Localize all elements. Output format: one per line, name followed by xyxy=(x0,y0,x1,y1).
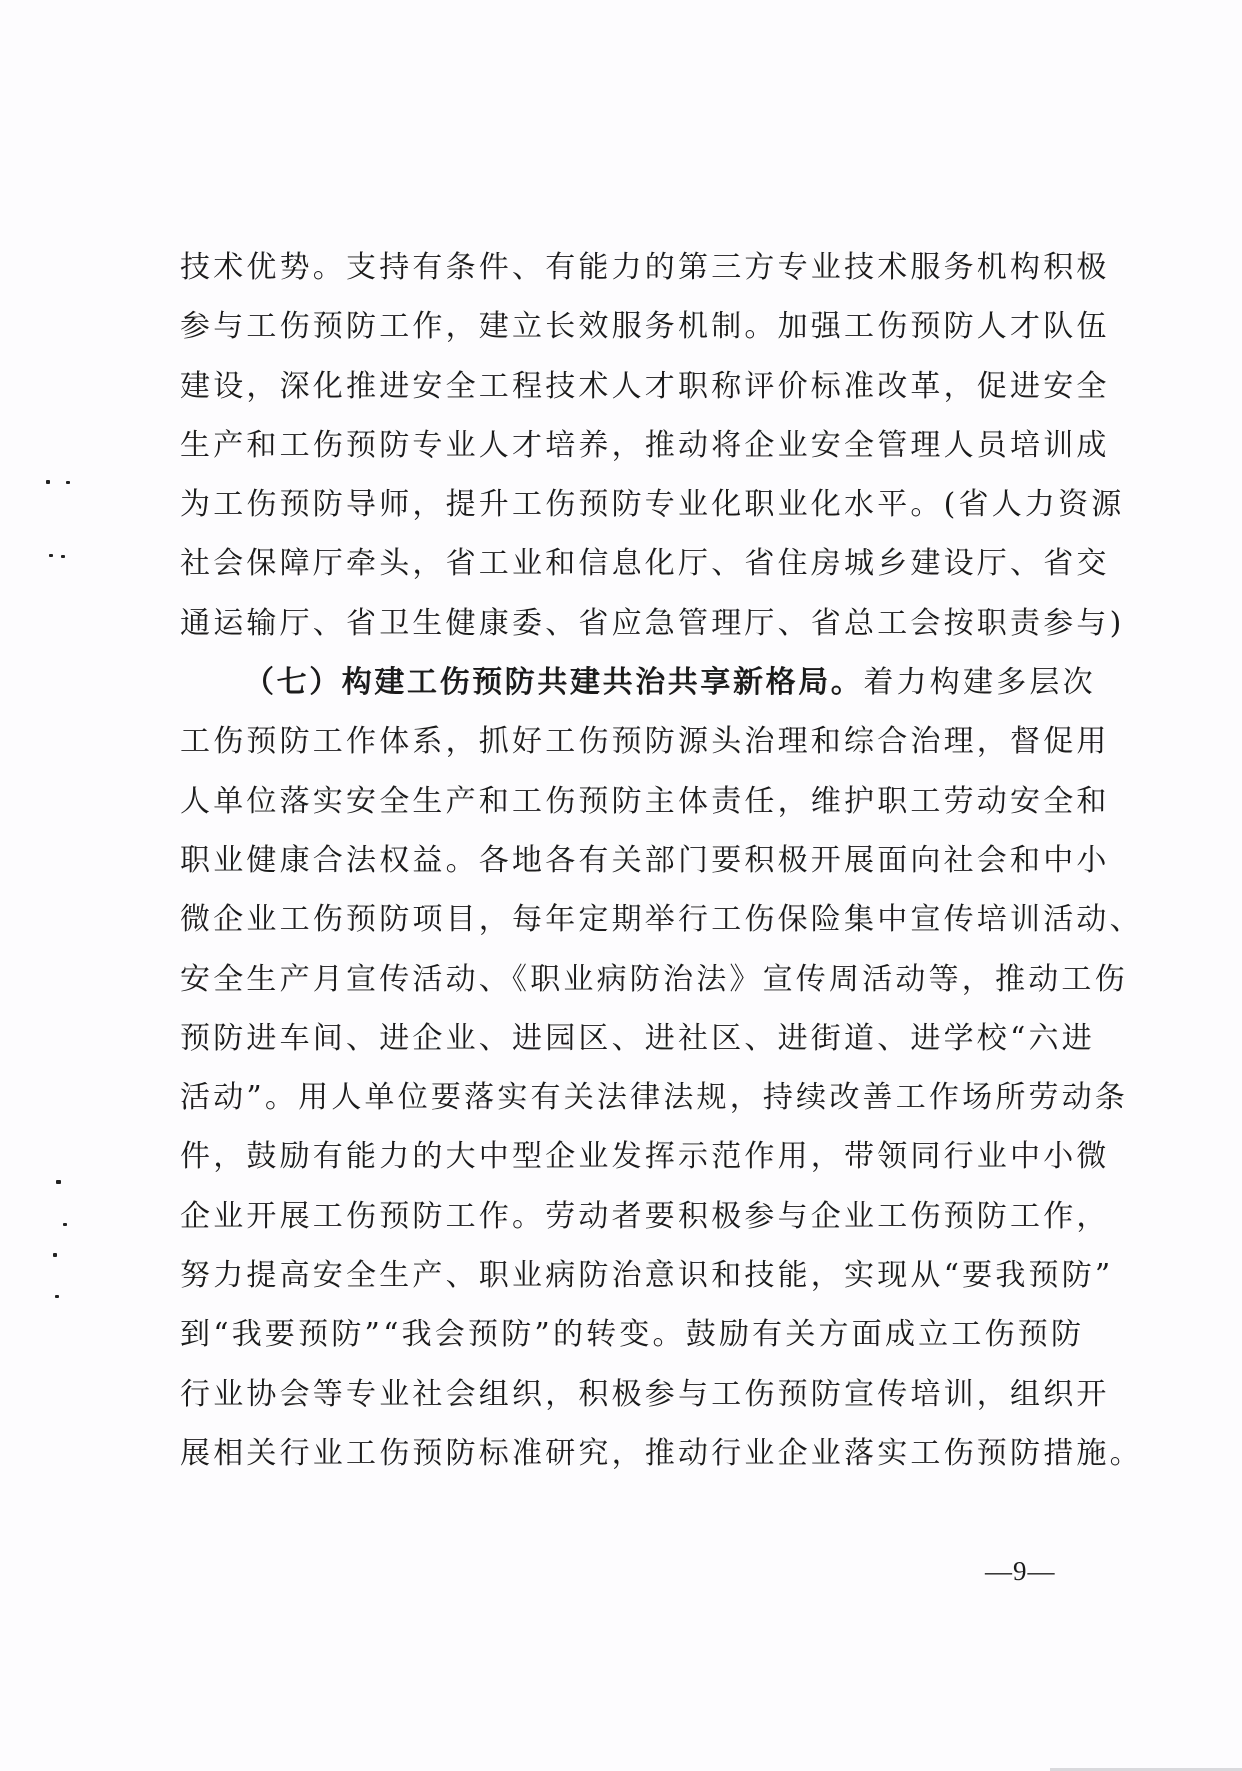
paragraph-line: 为工伤预防导师，提升工伤预防专业化职业化水平。(省人力资源 xyxy=(180,487,1125,523)
paragraph-line: 微企业工伤预防项目，每年定期举行工伤保险集中宣传培训活动、 xyxy=(180,902,1143,938)
paragraph-line: 行业协会等专业社会组织，积极参与工伤预防宣传培训，组织开 xyxy=(180,1376,1110,1412)
scan-artifact xyxy=(53,1253,57,1257)
scan-artifact xyxy=(63,1223,67,1226)
paragraph-line: 工伤预防工作体系，抓好工伤预防源头治理和综合治理，督促用 xyxy=(180,724,1110,760)
scan-artifact xyxy=(49,554,53,557)
paragraph-line: 努力提高安全生产、职业病防治意识和技能，实现从“要我预防” xyxy=(180,1258,1114,1294)
scan-artifact xyxy=(66,481,70,484)
document-body xyxy=(180,238,1143,1483)
scan-artifact xyxy=(55,1295,59,1298)
page-number: —9— xyxy=(985,1556,1056,1586)
paragraph-line: 人单位落实安全生产和工伤预防主体责任，维护职工劳动安全和 xyxy=(180,783,1110,819)
paragraph-line: 到“我要预防”“我会预防”的转变。鼓励有关方面成立工伤预防 xyxy=(180,1317,1085,1353)
scan-artifact xyxy=(61,555,65,558)
section-heading: （七）构建工伤预防共建共治共享新格局。 xyxy=(244,665,864,701)
scan-artifact xyxy=(56,1180,61,1184)
paragraph-line: 活动”。用人单位要落实有关法律法规，持续改善工作场所劳动条 xyxy=(180,1080,1129,1116)
scan-artifact xyxy=(46,480,50,484)
paragraph-line: 安全生产月宣传活动、《职业病防治法》宣传周活动等，推动工伤 xyxy=(180,961,1128,997)
paragraph-line: 展相关行业工伤预防标准研究，推动行业企业落实工伤预防措施。 xyxy=(180,1435,1143,1471)
paragraph-line: 生产和工伤预防专业人才培养，推动将企业安全管理人员培训成 xyxy=(180,427,1110,463)
section-heading-continuation: 着力构建多层次 xyxy=(863,665,1096,701)
section-heading-line xyxy=(180,653,1096,712)
paragraph-line: 社会保障厅牵头，省工业和信息化厅、省住房城乡建设厅、省交 xyxy=(180,546,1110,582)
paragraph-line: 建设，深化推进安全工程技术人才职称评价标准改革，促进安全 xyxy=(180,368,1110,404)
paragraph-line: 职业健康合法权益。各地各有关部门要积极开展面向社会和中小 xyxy=(180,842,1110,878)
paragraph-line: 企业开展工伤预防工作。劳动者要积极参与企业工伤预防工作， xyxy=(180,1198,1110,1234)
paragraph-line: 技术优势。支持有条件、有能力的第三方专业技术服务机构积极 xyxy=(180,250,1110,285)
paragraph-line: 预防进车间、进企业、进园区、进社区、进街道、进学校“六进 xyxy=(180,1020,1095,1056)
paragraph-line: 参与工伤预防工作，建立长效服务机制。加强工伤预防人才队伍 xyxy=(180,309,1110,345)
paragraph-line: 通运输厅、省卫生健康委、省应急管理厅、省总工会按职责参与) xyxy=(180,605,1125,641)
paragraph-line: 件，鼓励有能力的大中型企业发挥示范作用，带领同行业中小微 xyxy=(180,1139,1110,1175)
